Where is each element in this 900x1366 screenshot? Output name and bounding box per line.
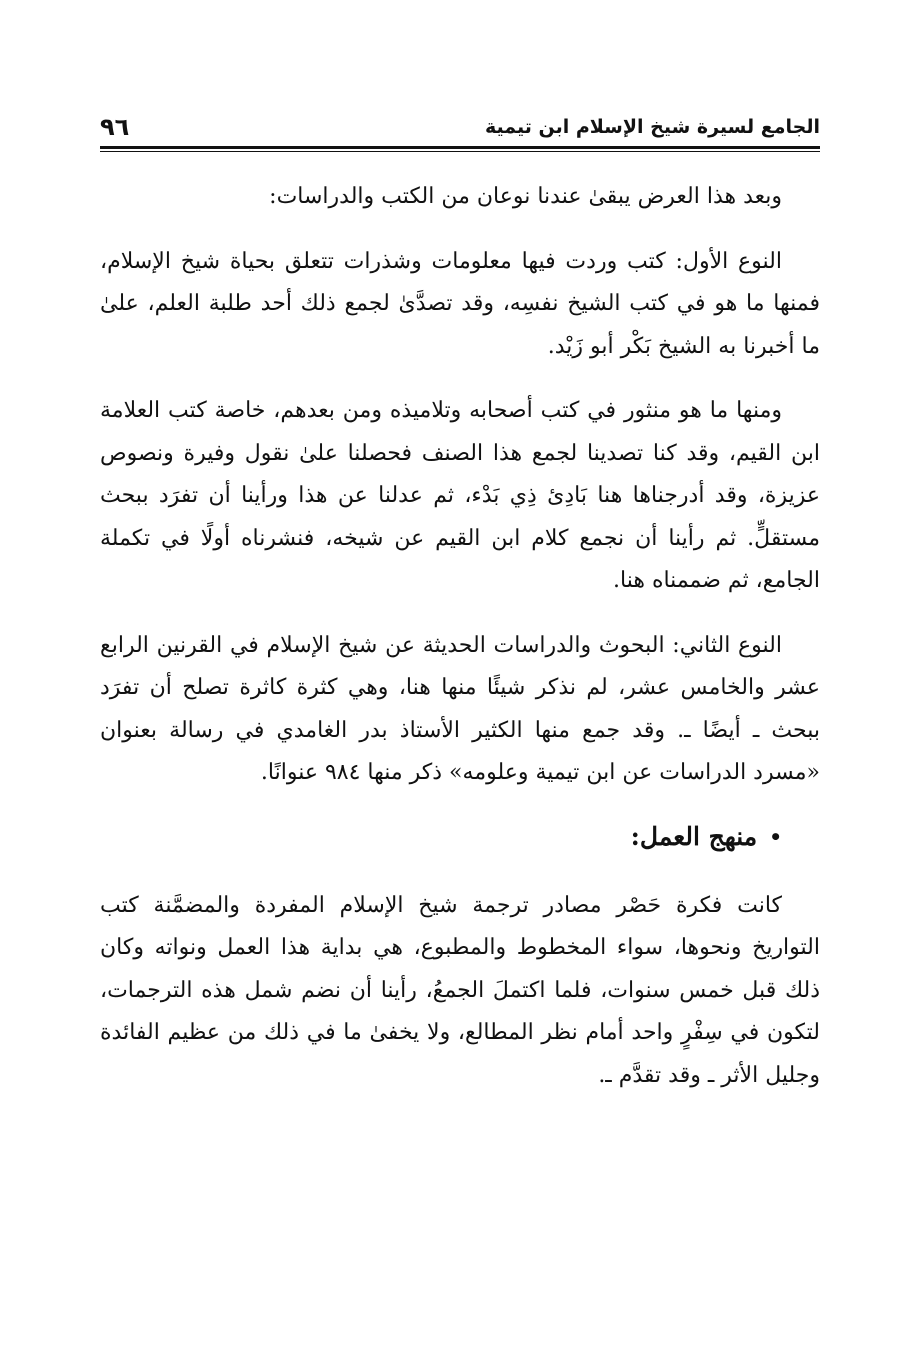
paragraph-scattered-sources: ومنها ما هو منثور في كتب أصحابه وتلاميذه ومن بعدهم، خاصة كتب العلامة ابن القيم، وقد كنا تصدينا لجمع هذا الصنف فحصلنا علىٰ نقول وفيرة ونصوص عزيزة، وقد أدرجناها هنا بَادِئ ذِي بَدْء، ثم عدلنا عن هذا ورأينا أن تفرَد ببحث مستقلٍّ. ثم رأينا أن نجمع كلام ابن القيم عن شيخه، فنشرناه أولًا في تكملة الجامع، ثم ضممناه هنا.	[100, 398, 820, 593]
header-rule-thin	[100, 151, 820, 152]
running-title: الجامع لسيرة شيخ الإسلام ابن تيمية	[484, 116, 820, 138]
body-text	[100, 176, 820, 1097]
paragraph-intro: وبعد هذا العرض يبقىٰ عندنا نوعان من الكتب والدراسات:	[269, 184, 782, 209]
bullet-icon: •	[769, 824, 782, 849]
page-header	[100, 108, 820, 142]
paragraph-type-one: النوع الأول: كتب وردت فيها معلومات وشذرات تتعلق بحياة شيخ الإسلام، فمنها ما هو في كتب الشيخ نفسِه، وقد تصدَّىٰ لجمع ذلك أحد طلبة العلم، علىٰ ما أخبرنا به الشيخ بَكْر أبو زَيْد.	[100, 248, 820, 359]
book-page	[100, 108, 820, 1119]
paragraph-type-two: النوع الثاني: البحوث والدراسات الحديثة عن شيخ الإسلام في القرنين الرابع عشر والخامس عشر، لم نذكر شيئًا منها هنا، وهي كثرة كاثرة تصلح أن تفرَد ببحث ـ أيضًا ـ. وقد جمع منها الكثير الأستاذ بدر الغامدي في رسالة بعنوان «مسرد الدراسات عن ابن تيمية وعلومه» ذكر منها ٩٨٤ عنوانًا.	[100, 632, 820, 785]
paragraph-methodology: كانت فكرة حَصْر مصادر ترجمة شيخ الإسلام المفردة والمضمَّنة كتب التواريخ ونحوها، سواء المخطوط والمطبوع، هي بداية هذا العمل ونواته وكان ذلك قبل خمس سنوات، فلما اكتملَ الجمعُ، رأينا أن نضم شمل هذه الترجمات، لتكون في سِفْرٍ واحد أمام نظر المطالع، ولا يخفىٰ ما في ذلك من عظيم الفائدة وجليل الأثر ـ وقد تقدَّم ـ.	[100, 892, 820, 1088]
page-number: ٩٦	[100, 113, 130, 141]
section-heading-title: منهج العمل:	[630, 821, 758, 851]
header-rule-thick	[100, 146, 820, 149]
section-heading	[100, 817, 820, 857]
